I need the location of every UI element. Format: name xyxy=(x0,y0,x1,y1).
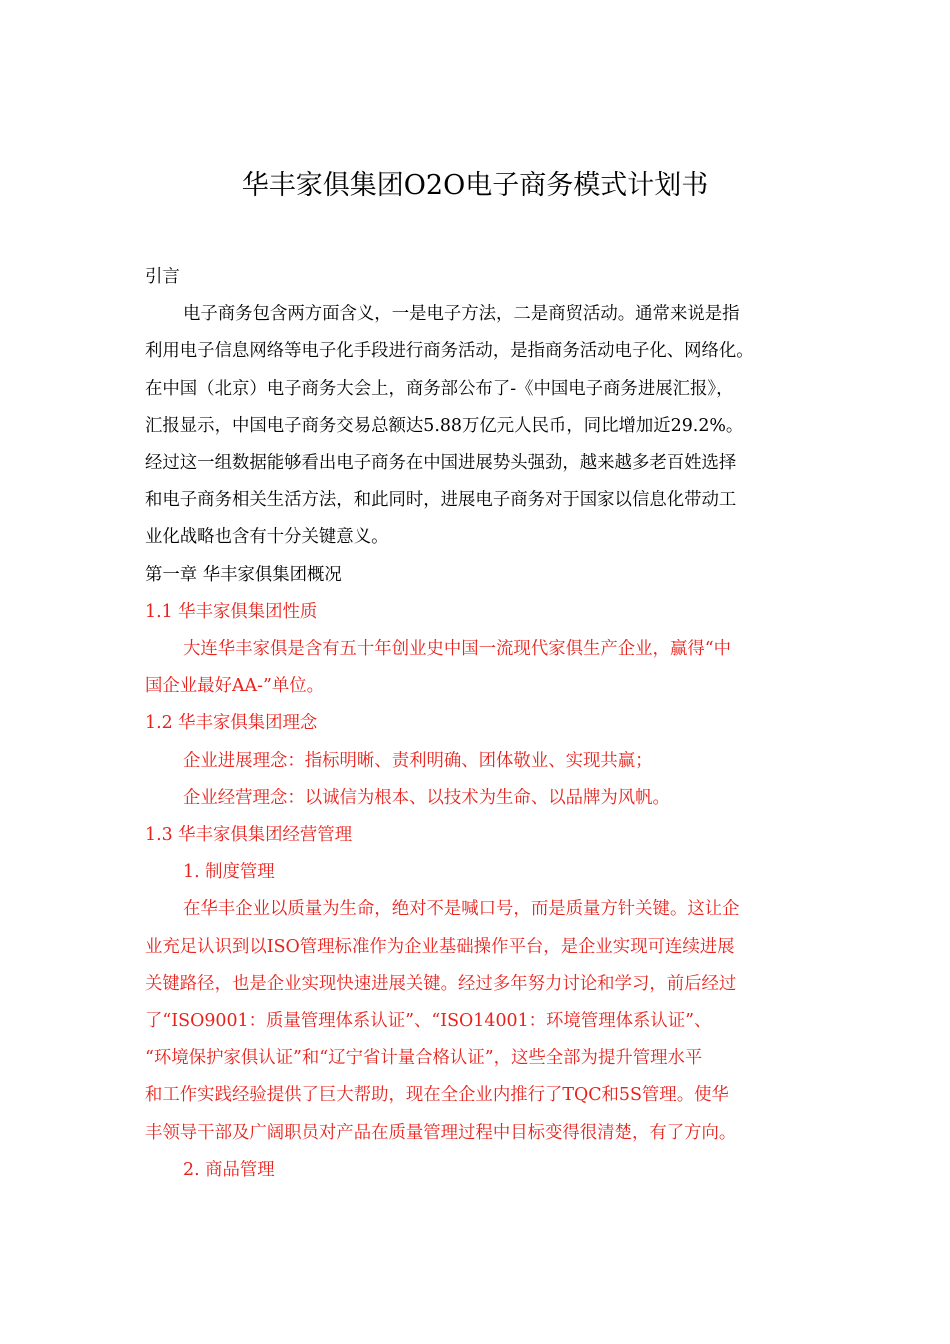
intro-line: 业化战略也含有十分关键意义。 xyxy=(145,527,389,548)
system-management-line: 丰领导干部及广阔职员对产品在质量管理过程中目标变得很清楚，有了方向。 xyxy=(145,1122,737,1143)
subsection-heading-system-management: 1. 制度管理 xyxy=(183,862,275,883)
document-title: 华丰家俱集团O2O电子商务模式计划书 xyxy=(241,170,709,201)
system-management-line: 了“ISO9001：质量管理体系认证”、“ISO14001：环境管理体系认证”、 xyxy=(145,1011,712,1032)
intro-line: 和电子商务相关生活方法，和此同时，进展电子商务对于国家以信息化带动工 xyxy=(145,490,737,511)
intro-paragraph xyxy=(145,296,810,556)
system-management-line: “环境保护家俱认证”和“辽宁省计量合格认证”，这些全部为提升管理水平 xyxy=(145,1048,703,1069)
system-management-line: 关键路径，也是企业实现快速进展关键。经过多年努力讨论和学习，前后经过 xyxy=(145,973,737,994)
system-management-line: 在华丰企业以质量为生命，绝对不是喊口号，而是质量方针关键。这让企 xyxy=(183,899,740,920)
section-1-1-paragraph xyxy=(145,631,810,705)
intro-line: 在中国（北京）电子商务大会上，商务部公布了-《中国电子商务进展汇报》， xyxy=(145,378,734,399)
intro-line: 汇报显示，中国电子商务交易总额达5.88万亿元人民币，同比增加近29.2%。 xyxy=(145,415,744,436)
section-heading-1-1: 1.1 华丰家俱集团性质 xyxy=(145,601,318,622)
philosophy-item-development: 企业进展理念：指标明晰、责利明确、团体敬业、实现共赢； xyxy=(183,750,653,771)
system-management-paragraph xyxy=(145,891,810,1151)
subsection-heading-product-management: 2. 商品管理 xyxy=(183,1159,275,1180)
intro-line: 电子商务包含两方面含义，一是电子方法，二是商贸活动。通常来说是指 xyxy=(183,304,740,325)
system-management-line: 业充足认识到以ISO管理标准作为企业基础操作平台，是企业实现可连续进展 xyxy=(145,936,735,957)
philosophy-item-operation: 企业经营理念：以诚信为根本、以技术为生命、以品牌为风帆。 xyxy=(183,787,670,808)
section-heading-1-3: 1.3 华丰家俱集团经营管理 xyxy=(145,825,353,846)
system-management-line: 和工作实践经验提供了巨大帮助，现在全企业内推行了TQC和5S管理。使华 xyxy=(145,1085,729,1106)
intro-line: 利用电子信息网络等电子化手段进行商务活动，是指商务活动电子化、网络化。 xyxy=(145,341,754,362)
section-1-1-line: 大连华丰家俱是含有五十年创业史中国一流现代家俱生产企业，赢得“中 xyxy=(183,639,732,660)
intro-line: 经过这一组数据能够看出电子商务在中国进展势头强劲，越来越多老百姓选择 xyxy=(145,453,737,474)
document-body xyxy=(145,259,810,1189)
section-1-1-line: 国企业最好AA-”单位。 xyxy=(145,676,325,697)
chapter-heading: 第一章 华丰家俱集团概况 xyxy=(145,564,342,585)
section-heading-1-2: 1.2 华丰家俱集团理念 xyxy=(145,713,318,734)
intro-heading: 引言 xyxy=(145,267,180,287)
